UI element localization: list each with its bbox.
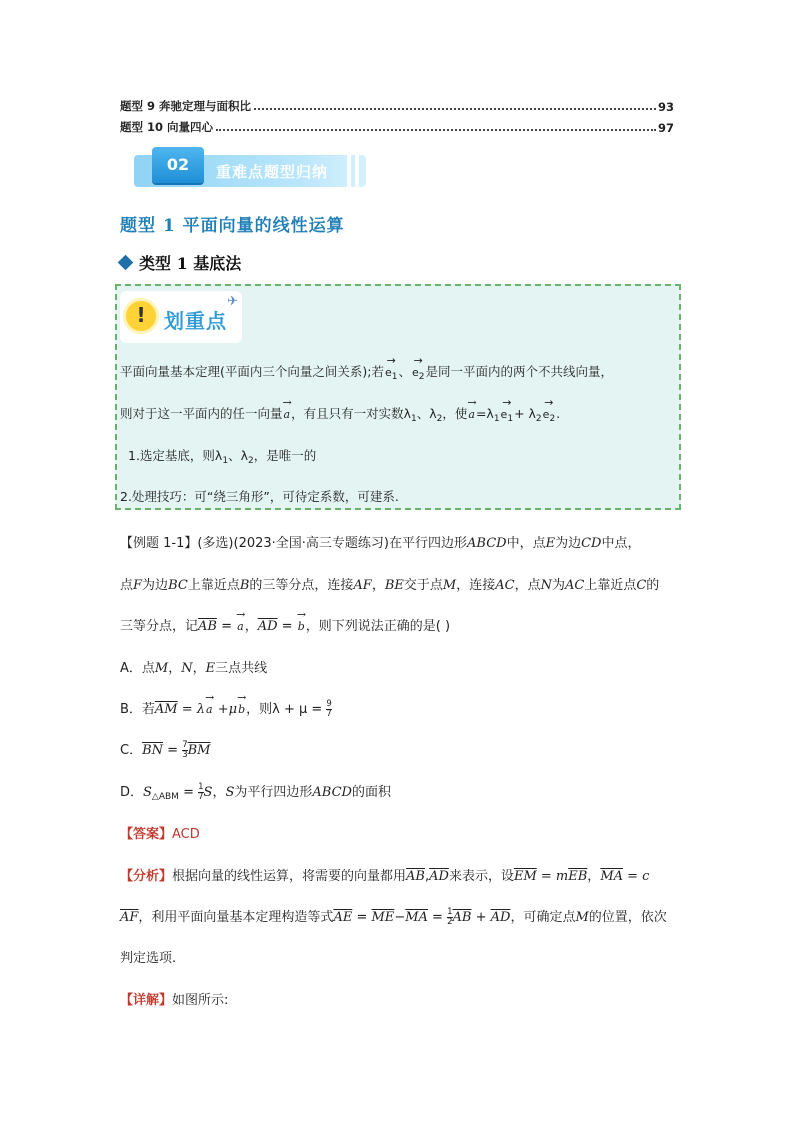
keypoint-line-4: 2.处理技巧：可“绕三角形”，可待定系数，可建系.: [120, 489, 399, 504]
question-type-heading: 题型 1 平面向量的线性运算: [120, 216, 345, 236]
keypoint-line-2: 则对于这一平面内的任一向量→ a，有且只有一对实数$\lambda_1$、$\lambda_2$，使→ $a=\lambda_1\to e_1+ \lambda_2\to e_2$.: [120, 404, 560, 422]
detail-line: 【详解】如图所示:: [120, 993, 229, 1008]
section-number: 02: [152, 147, 204, 183]
answer-line: [120, 823, 200, 842]
banner-stripe: [347, 155, 351, 187]
toc-label: 题型 9 奔驰定理与面积比: [120, 99, 252, 113]
option-c[interactable]: C．$\overline{BN}$ = $\frac{7}{3}$ $\overline{BM}$: [120, 740, 211, 760]
diamond-bullet-icon: [118, 255, 134, 271]
paper-plane-icon: ✈: [227, 294, 238, 309]
example-line-1: 【例题 1-1】(多选)(2023·全国·高三专题练习)在平行四边形ABCD中，点E为边CD中点，: [120, 536, 641, 551]
keypoint-badge: [120, 291, 242, 343]
keypoint-line-3: 1.选定基底，则$\lambda_1$、$\lambda_2$，是唯一的: [128, 448, 317, 466]
analysis-line-3: 判定选项.: [120, 951, 177, 966]
option-a[interactable]: A．点M，N，E三点共线: [120, 661, 268, 676]
subtype-heading: [120, 251, 241, 274]
example-line-3: 三等分点，记$\overline{AB}$ = → a，$\overline{AD}$ = → b，则下列说法正确的是( ): [120, 615, 450, 634]
toc-page: 93: [657, 100, 674, 114]
analysis-line-1: 【分析】根据向量的线性运算，将需要的向量都用$\overline{AB},\overline{AD}$来表示，设$\overline{EM} = m\overline{EB}$，$\overline{MA} = c$: [120, 869, 650, 884]
answer-value: ACD: [172, 827, 200, 842]
banner-stripe: [355, 155, 359, 187]
example-line-2: 点F为边BC上靠近点B的三等分点，连接AF，BE交于点M，连接AC，点N为AC上靠近点C的: [120, 578, 660, 593]
toc-entry-9[interactable]: [120, 96, 674, 114]
answer-label: 【答案】: [120, 827, 173, 842]
toc-leader: [254, 108, 656, 110]
subtype-text: 类型 1 基底法: [139, 254, 242, 273]
toc-page: 97: [657, 121, 674, 135]
badge-label: 划重点: [164, 309, 227, 333]
keypoint-line-1: 平面向量基本定理(平面内三个向量之间关系);若→ $e_1$、→ $e_2$是同一平面内的两个不共线向量，: [120, 362, 613, 380]
analysis-line-2: $\overline{AF}$，利用平面向量基本定理构造等式$\overline{AE} = \overline{ME}-\overline{MA}$ = $\frac{1}{2}$ $\overline{AB} + \overline{AD}$，可确定点M的位置，依次: [120, 907, 667, 927]
section-banner: [134, 147, 368, 189]
toc-label: 题型 10 向量四心: [120, 120, 214, 134]
toc-leader: [216, 129, 656, 131]
option-d[interactable]: D．$S_{\triangle ABM}$ = $\frac{1}{7}$ S，S为平行四边形ABCD的面积: [120, 782, 391, 802]
toc-entry-10[interactable]: [120, 117, 674, 135]
lightbulb-icon: [126, 301, 156, 331]
option-b[interactable]: B．若$\overline{AM} = \lambda\to a +\mu\to b$，则λ + μ = $\frac{9}{7}$: [120, 698, 332, 719]
section-title: 重难点题型归纳: [216, 163, 329, 181]
